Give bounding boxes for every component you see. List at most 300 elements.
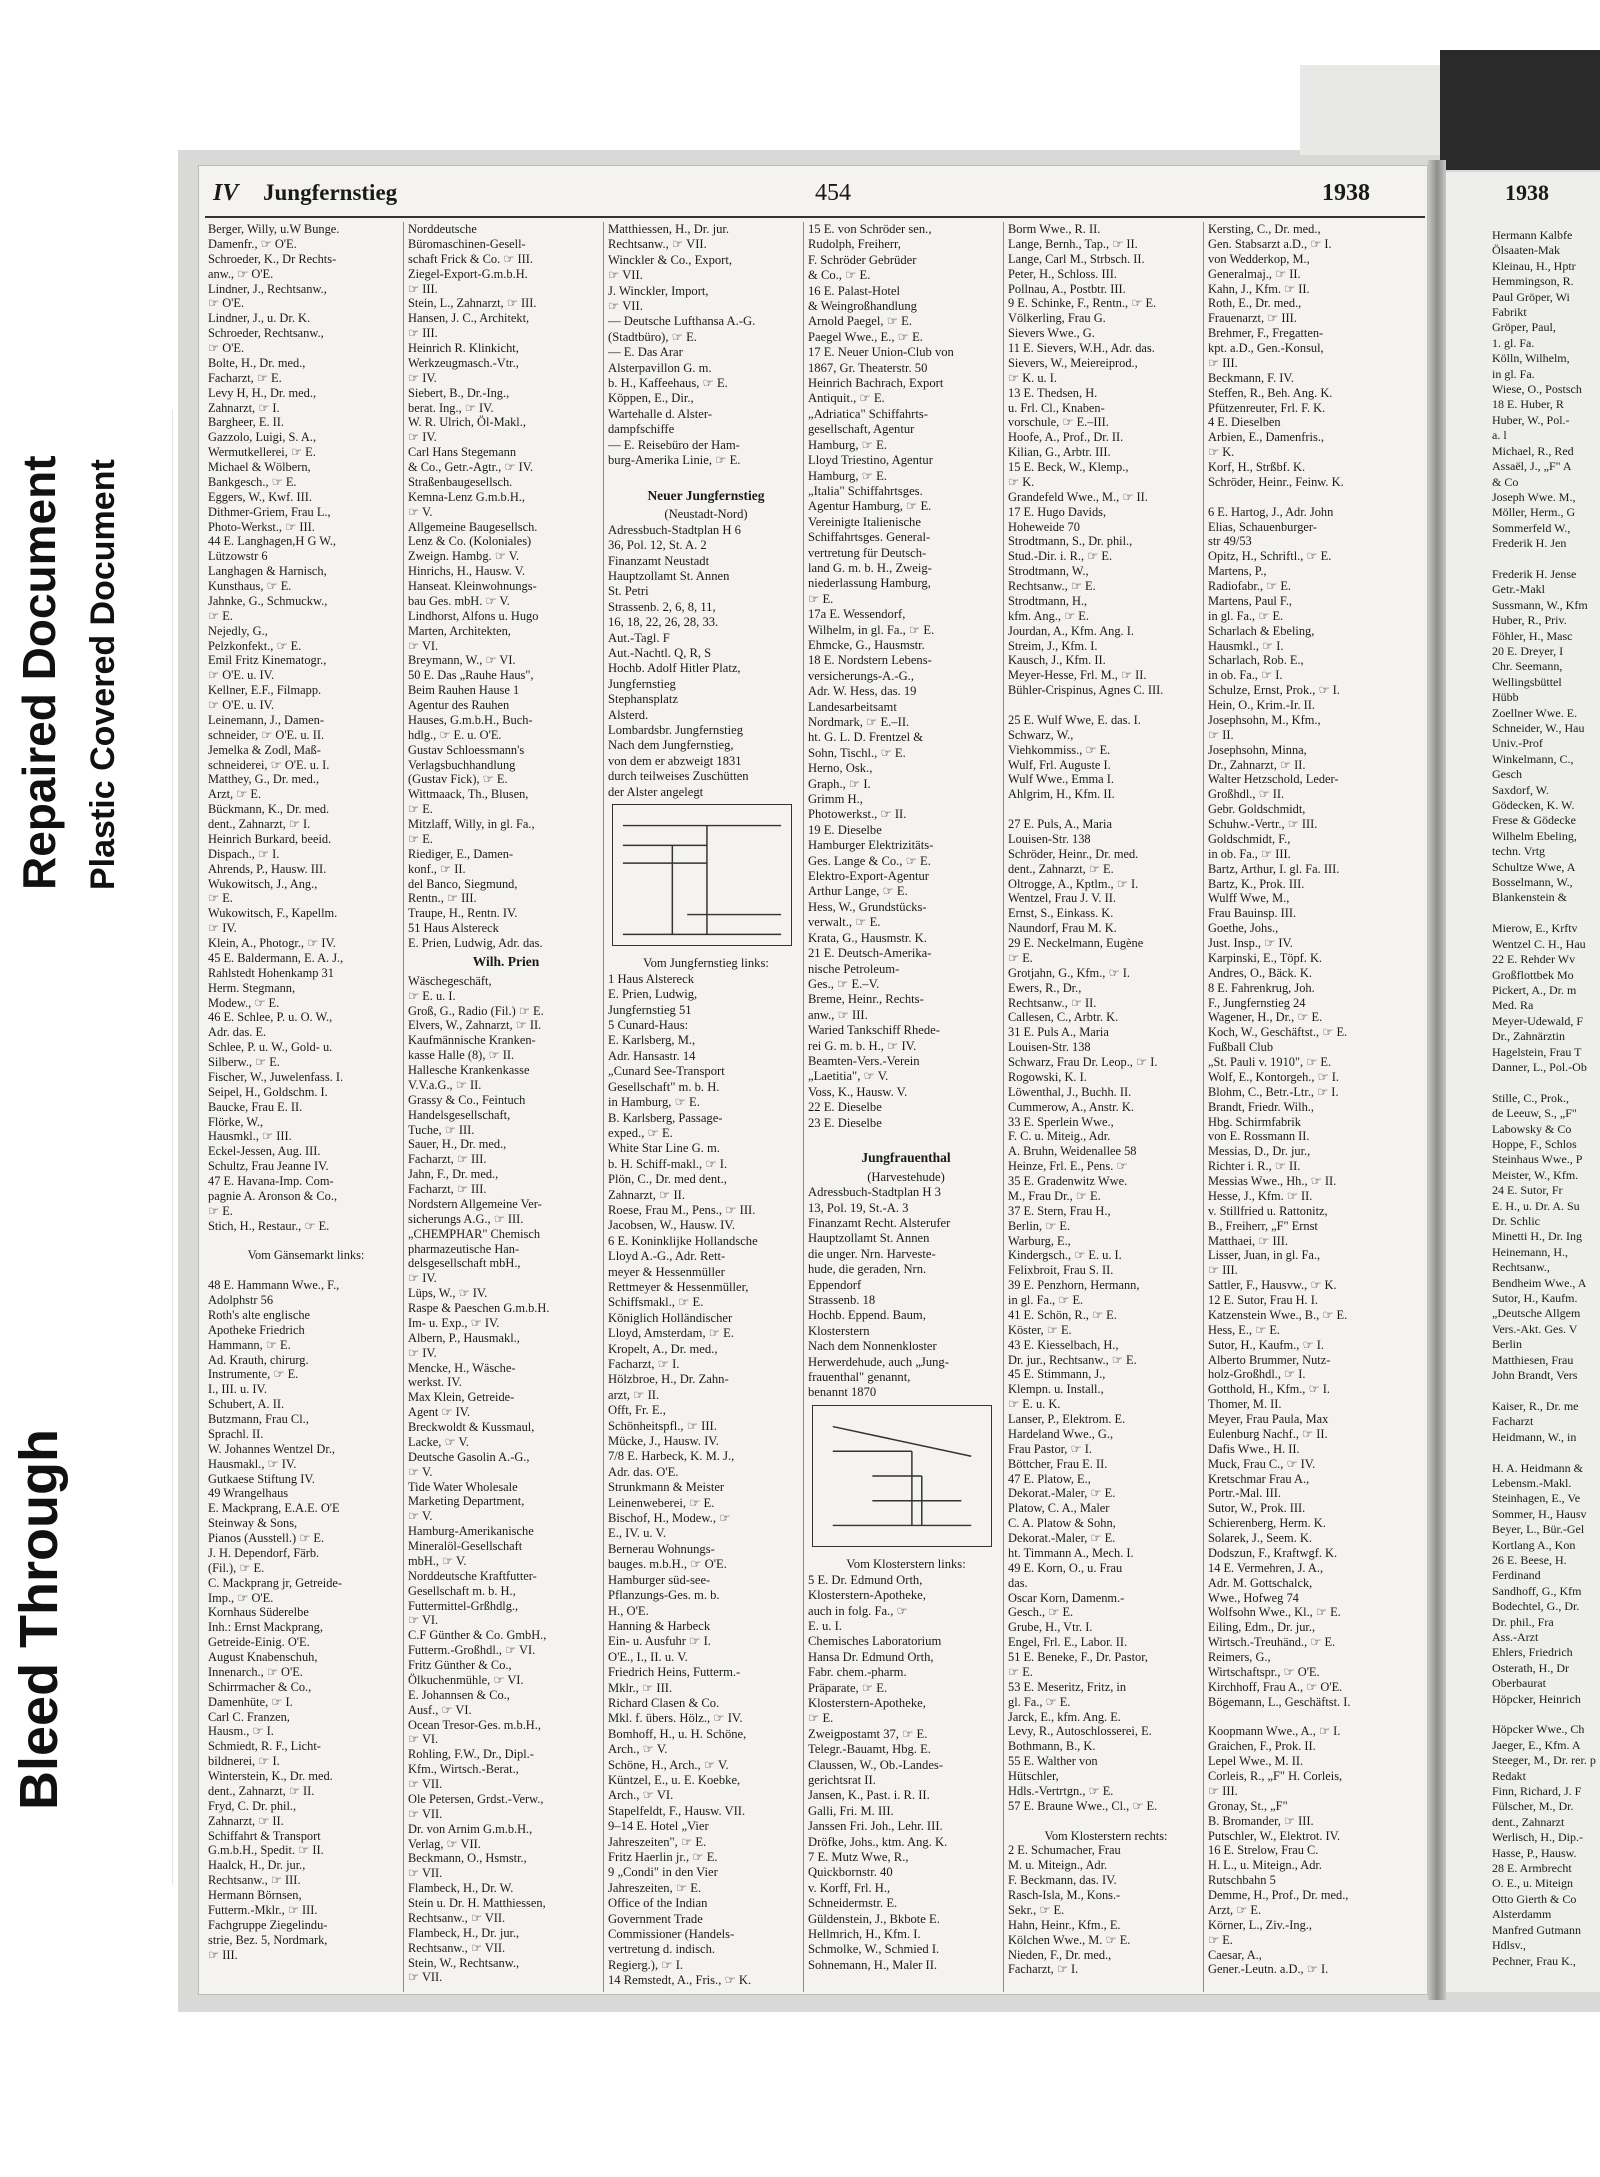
directory-entry-line: Rechtsanw., ☞ VII. [408, 1910, 506, 1925]
facing-page-line: Univ.-Prof [1492, 736, 1543, 751]
directory-entry-line: Brandt, Friedr. Wilh., [1208, 1099, 1314, 1114]
facing-page-line: Kortlang A., Kon [1492, 1537, 1576, 1552]
directory-entry-line: Wagener, H., Dr., ☞ E. [1208, 1010, 1323, 1025]
directory-entry-line: gl. Fa., ☞ E. [1008, 1694, 1071, 1709]
directory-entry-line: Werkzeugmasch.-Vtr., [408, 355, 519, 370]
directory-entry-line: verwalt., ☞ E. [808, 915, 881, 930]
directory-entry-line: Martens, P., [1208, 564, 1267, 579]
directory-entry-line: Sauer, H., Dr. med., [408, 1137, 507, 1152]
directory-entry-line: Kornhaus Süderelbe [208, 1605, 309, 1620]
directory-entry-line: ☞ III. [208, 1947, 238, 1962]
directory-entry-line: Gesch., ☞ E. [1008, 1605, 1074, 1620]
directory-entry-line: Fryd, C. Dr. phil., [208, 1798, 297, 1813]
directory-entry-line: Josephsohn, Minna, [1208, 742, 1307, 757]
directory-entry-line: b. H., Kaffeehaus, ☞ E. [608, 376, 728, 391]
directory-entry-line: Streim, J., Kfm. I. [1008, 638, 1098, 653]
directory-entry-line: Kfm., Wirtsch.-Berat., [408, 1762, 519, 1777]
directory-entry-line: Ausf., ☞ VI. [408, 1702, 472, 1717]
directory-entry-line: Dr., Zahnarzt, ☞ II. [1208, 757, 1306, 772]
facing-page-line: Finn, Richard, J. F [1492, 1784, 1582, 1799]
directory-entry-line: Strodtmann, W., [1008, 564, 1089, 579]
directory-entry-line: v. Korff, Frl. H., [808, 1880, 891, 1895]
directory-entry-line: M., Frau Dr., ☞ E. [1008, 1188, 1101, 1203]
facing-page-line: Fabrikt [1492, 305, 1527, 320]
directory-entry-line: ☞ VI. [408, 638, 439, 653]
directory-entry-line: ☞ E. [1008, 950, 1033, 965]
directory-entry-line: Hamburger Elektrizitäts- [808, 838, 934, 853]
directory-entry-line: Hochb. Adolf Hitler Platz, [608, 661, 741, 676]
directory-entry-line: Stein, W., Rechtsanw., [408, 1955, 520, 1970]
directory-entry-line: Schubert, A. II. [208, 1397, 285, 1412]
directory-entry-line: Caesar, A., [1208, 1947, 1262, 1962]
directory-entry-line: Mkl. f. übers. Hölz., ☞ IV. [608, 1711, 743, 1726]
directory-entry-line: Siebert, B., Dr.-Ing., [408, 385, 510, 400]
directory-entry-line: Strodtmann, H., [1008, 593, 1088, 608]
directory-entry-line: Lacke, ☞ V. [408, 1434, 469, 1449]
facing-page-column [1492, 228, 1600, 1969]
directory-entry-line: F., Jungfernstieg 24 [1208, 995, 1306, 1010]
directory-entry-line: Messias Wwe., Hh., ☞ II. [1208, 1174, 1337, 1188]
label-bleed-through: Bleed Through [9, 1429, 69, 1810]
facing-page-line: Heidmann, W., in [1492, 1429, 1577, 1444]
directory-entry-line: Kausch, J., Kfm. II. [1008, 653, 1106, 668]
facing-page-line: Frederik H. Jense [1492, 566, 1577, 581]
facing-page-line: Zoellner Wwe. E. [1492, 705, 1578, 720]
column-rule [1003, 222, 1004, 1992]
directory-entry-line: Futterm.-Großhdl., ☞ VI. [408, 1643, 536, 1658]
directory-entry-line: Bögemann, L., Geschäftst. I. [1208, 1694, 1351, 1709]
directory-entry-line: F. Beckmann, das. IV. [1008, 1873, 1117, 1888]
directory-entry-line: Präparate, ☞ E. [808, 1680, 888, 1695]
directory-entry-line: kfm. Ang., ☞ E. [1008, 608, 1089, 623]
facing-page-line: John Brandt, Vers [1492, 1368, 1578, 1383]
directory-entry-line: Karpinski, E., Töpf. K. [1208, 950, 1323, 965]
directory-entry-line: Reimers, G., [1208, 1650, 1271, 1664]
directory-entry-line: J. H. Dependorf, Färb. [208, 1545, 320, 1560]
facing-page-line: Wiese, O., Postsch [1492, 382, 1582, 397]
facing-page-line: Meyer-Udewald, F [1492, 1013, 1584, 1028]
directory-entry-line: Fritz Günther & Co., [408, 1658, 512, 1672]
directory-entry-line: Government Trade [608, 1911, 703, 1926]
directory-entry-line: Rechtsanw., ☞ II. [1008, 995, 1097, 1010]
facing-page-line: Steinhaus Wwe., P [1492, 1152, 1583, 1167]
facing-page-line: 24 E. Sutor, Fr [1492, 1183, 1563, 1198]
directory-entry-line: Pflanzungs-Ges. m. b. [608, 1588, 720, 1603]
directory-entry-line: Regierg.), ☞ I. [608, 1957, 684, 1972]
directory-entry-line: Facharzt, ☞ I. [608, 1357, 680, 1371]
directory-entry-line: 13 E. Thedsen, H. [1008, 385, 1098, 400]
directory-entry-line: 45 E. Stimmann, J., [1008, 1367, 1106, 1382]
directory-entry-line: Breckwoldt & Kussmaul, [408, 1420, 535, 1434]
directory-entry-line: E. Johannsen & Co., [408, 1687, 510, 1702]
directory-entry-line: land G. m. b. H., Zweig- [808, 560, 932, 575]
street-heading: Jungfernstieg [263, 180, 398, 205]
directory-entry-line: Pollnau, A., Postbtr. III. [1008, 281, 1126, 296]
directory-entry-line: Schmiedt, R. F., Licht- [208, 1739, 321, 1754]
directory-entry-line: Ehmcke, G., Hausmstr. [808, 637, 925, 652]
directory-entry-line: ☞ V. [408, 1509, 433, 1524]
directory-entry-line: Nordstern Allgemeine Ver- [408, 1196, 542, 1211]
facing-page-line: Sutor, H., Kaufm. [1492, 1291, 1578, 1306]
directory-entry-line: anw., ☞ III. [808, 1007, 868, 1022]
directory-entry-line: Photo-Werkst., ☞ III. [208, 519, 315, 534]
scan-top-margin [0, 0, 1600, 50]
directory-entry-line: 36, Pol. 12, St. A. 2 [608, 538, 707, 553]
directory-entry-line: Kindergsch., ☞ E. u. I. [1008, 1248, 1122, 1263]
directory-entry-line: (Fil.), ☞ E. [208, 1560, 265, 1575]
directory-entry-line: bau Ges. mbH. ☞ V. [408, 593, 510, 608]
facing-page-line: Ferdinand [1492, 1568, 1541, 1583]
directory-entry-line: 53 E. Meseritz, Fritz, in [1008, 1679, 1127, 1694]
facing-page-line [1492, 1707, 1600, 1722]
directory-entry-line: Cummerow, A., Anstr. K. [1008, 1099, 1134, 1114]
directory-entry-line: Rechtsanw., ☞ VII. [608, 237, 707, 252]
directory-entry-line: 5 E. Dr. Edmund Orth, [808, 1572, 923, 1587]
directory-column-1 [208, 222, 398, 1962]
directory-entry-line: 5 Cunard-Haus: [608, 1018, 689, 1033]
facing-page-line: Hoppe, F., Schlos [1492, 1136, 1577, 1151]
directory-entry-line: del Banco, Siegmund, [408, 876, 518, 891]
directory-entry-line: Hausmkl., ☞ III. [208, 1129, 292, 1144]
directory-entry-line: Schiffahrtsges. General- [808, 530, 931, 545]
directory-entry-line: Jahn, F., Dr. med., [408, 1167, 499, 1182]
directory-entry-line: Dekorat.-Maler, ☞ E. [1008, 1531, 1116, 1545]
directory-entry-line: Kaufmännische Kranken- [408, 1033, 536, 1048]
directory-entry-line: Finanzamt Neustadt [608, 553, 710, 568]
directory-entry-line: pagnie A. Aronson & Co., [208, 1188, 338, 1203]
directory-entry-line: Kölchen Wwe., M. ☞ E. [1008, 1932, 1131, 1947]
directory-entry-line: Hoheweide 70 [1008, 519, 1080, 534]
directory-entry-line: Apotheke Friedrich [208, 1322, 305, 1337]
directory-entry-line: Engel, Frl. E., Labor. II. [1008, 1635, 1128, 1650]
directory-entry-line: ☞ E. [408, 831, 433, 846]
directory-entry-line: Strunkmann & Meister [608, 1480, 725, 1495]
directory-entry-line: 9–14 E. Hotel „Vier [608, 1819, 709, 1834]
column-rule [403, 222, 404, 1992]
directory-entry-line: niederlassung Hamburg, [808, 576, 931, 591]
facing-page-line: Hasse, P., Hausw. [1492, 1845, 1577, 1860]
directory-entry-line: Rohling, F.W., Dr., Dipl.- [408, 1747, 534, 1762]
directory-entry-line: Sievers, W., Meiereiprod., [1008, 355, 1138, 370]
directory-entry-line: vertretung für Deutsch- [808, 545, 927, 560]
directory-entry-line: auch in folg. Fa., ☞ [808, 1603, 908, 1618]
directory-entry-line: Scharlach & Ebeling, [1208, 623, 1315, 638]
directory-entry-line: Sohnemann, H., Maler II. [808, 1957, 938, 1972]
directory-entry-line: Felixbroit, Frau S. II. [1008, 1263, 1114, 1278]
directory-entry-line: von E. Rossmann II. [1208, 1129, 1310, 1144]
directory-entry-line: Lange, Carl M., Strbsch. II. [1008, 251, 1145, 266]
directory-entry-line: „St. Pauli v. 1910", ☞ E. [1208, 1055, 1332, 1069]
facing-page-line: Winkelmann, C., [1492, 751, 1574, 766]
directory-entry-line: 43 E. Kiesselbach, H., [1008, 1337, 1119, 1352]
directory-entry-line: 15 E. von Schröder sen., [808, 222, 932, 236]
directory-entry-line: 9 „Condi" in den Vier [608, 1865, 718, 1880]
directory-entry-line: Körner, L., Ziv.-Ing., [1208, 1917, 1312, 1932]
directory-entry-line: Heinrich R. Klinkicht, [408, 341, 519, 355]
directory-entry-line: Schroeder, K., Dr Rechts- [208, 251, 337, 266]
directory-entry-line: 49 Wrangelhaus [208, 1486, 289, 1501]
facing-page-line: Hermann Kalbfe [1492, 228, 1573, 242]
directory-entry-line: Hauptzollamt St. Annen [808, 1231, 930, 1246]
directory-entry-line: Steinway & Sons, [208, 1516, 298, 1531]
directory-entry-line [1008, 802, 1198, 817]
directory-entry-line: Hallesche Krankenkasse [408, 1063, 530, 1077]
directory-entry-line: Brehmer, F., Fregatten- [1208, 326, 1324, 341]
facing-page-line: Kaiser, R., Dr. me [1492, 1398, 1579, 1413]
directory-entry-line: Zweign. Hambg. ☞ V. [408, 549, 520, 564]
directory-entry-line: Gazzolo, Luigi, S. A., [208, 430, 317, 445]
directory-entry-line: Strodtmann, S., Dr. phil., [1008, 534, 1133, 549]
directory-entry-line: 17 E. Hugo Davids, [1008, 504, 1107, 519]
directory-entry-line: Hammann, ☞ E. [208, 1337, 291, 1352]
directory-entry-line: Levy, R., Autoschlosserei, E. [1008, 1724, 1152, 1739]
directory-entry-line: (Stadtbüro), ☞ E. [608, 329, 697, 344]
directory-entry-line: Köster, ☞ E. [1008, 1322, 1072, 1337]
directory-entry-line: 37 E. Stern, Frau H., [1008, 1203, 1111, 1218]
directory-entry-line: Beckmann, O., Hsmstr., [408, 1851, 527, 1866]
scan-binding-edge [1300, 65, 1440, 155]
directory-entry-line: Rentn., ☞ III. [408, 891, 477, 906]
directory-entry-line: Hamburg, ☞ E. [808, 437, 887, 452]
facing-page-line: Kleinau, H., Hptr [1492, 258, 1576, 273]
directory-entry-line: Tide Water Wholesale [408, 1479, 518, 1494]
facing-page-line: Ölsaaten-Mak [1492, 243, 1560, 258]
facing-page-line: Otto Gierth & Co [1492, 1891, 1577, 1906]
facing-page-line: Berlin [1492, 1337, 1522, 1352]
directory-entry-line: ☞ E. [208, 891, 233, 906]
facing-page-line: Wentzel C. H., Hau [1492, 936, 1586, 951]
directory-entry-line: Vom Jungfernstieg links: [643, 956, 769, 971]
directory-entry-line: Richard Clasen & Co. [608, 1695, 720, 1710]
facing-page-line: Frese & Gödecke [1492, 813, 1576, 828]
directory-entry-line: Küntzel, E., u. E. Koebke, [608, 1772, 741, 1787]
directory-entry-line: Ad. Krauth, chirurg. [208, 1352, 309, 1367]
street-map-jungfrauenthal [812, 1405, 992, 1547]
directory-entry-line: Butzmann, Frau Cl., [208, 1412, 309, 1426]
facing-page-line: „Deutsche Allgem [1492, 1306, 1581, 1321]
directory-entry-line: Max Klein, Getreide- [408, 1390, 515, 1405]
directory-entry-line: Nordmark, ☞ E.–II. [808, 715, 910, 729]
directory-entry-line: W. Johannes Wentzel Dr., [208, 1441, 336, 1456]
directory-entry-line: Adr. das. O'E. [608, 1464, 679, 1479]
directory-entry-line: J. Winckler, Import, [608, 283, 709, 298]
directory-entry-line: „Italia" Schiffahrtsges. [808, 483, 923, 498]
page-number: 454 [815, 180, 851, 206]
facing-page-line: Bodechtel, G., Dr. [1492, 1599, 1580, 1614]
directory-entry-line: Zahnarzt, ☞ I. [208, 400, 280, 415]
directory-entry-line: hude, die geraden, Nrn. [808, 1262, 927, 1277]
directory-entry-line: Sutor, H., Kaufm., ☞ I. [1208, 1337, 1324, 1352]
directory-entry-line: Viehkommiss., ☞ E. [1008, 742, 1111, 757]
directory-entry-line: Deutsche Gasolin A.-G., [408, 1449, 530, 1464]
facing-page-line: Joseph Wwe. M., [1492, 489, 1576, 504]
page-header [205, 176, 1425, 218]
directory-entry-line: — E. Reisebüro der Ham- [608, 437, 740, 452]
directory-entry-line: Just. Insp., ☞ IV. [1208, 936, 1293, 950]
directory-entry-line: 51 E. Beneke, F., Dr. Pastor, [1008, 1650, 1148, 1664]
directory-entry-line: Hauptzollamt St. Annen [608, 568, 730, 583]
directory-entry-line: Im- u. Exp., ☞ IV. [408, 1315, 500, 1330]
facing-page-line [1492, 552, 1600, 567]
facing-page-line: 22 E. Rehder Wv [1492, 952, 1576, 967]
directory-entry-line: Fritz Haerlin jr., ☞ E. [608, 1850, 718, 1864]
directory-entry-line: 6 E. Koninklijke Hollandsche [608, 1233, 758, 1248]
directory-entry-line: & Weingroßhandlung [808, 299, 917, 314]
directory-entry-line: Generalmaj., ☞ II. [1208, 266, 1301, 281]
facing-page-line: Steinhagen, E., Ve [1492, 1491, 1581, 1506]
directory-entry-line: Hausm., ☞ I. [208, 1724, 274, 1739]
column-rule [1203, 222, 1204, 1992]
facing-page-line: O. E., u. Miteign [1492, 1876, 1573, 1891]
directory-entry-line: Köppen, E., Dir., [608, 391, 694, 406]
directory-entry-line: Michael & Wölbern, [208, 460, 311, 474]
directory-entry-line: Rasch-Isla, M., Kons.- [1008, 1888, 1121, 1902]
facing-page-line: Fülscher, M., Dr. [1492, 1799, 1574, 1814]
directory-entry-line: Fabr. chem.-pharm. [808, 1665, 907, 1680]
directory-entry-line: Lanser, P., Elektrom. E. [1008, 1412, 1126, 1426]
directory-entry-line: Mineralöl-Gesellschaft [408, 1539, 523, 1553]
directory-entry-line: Beamten-Vers.-Verein [808, 1053, 920, 1068]
directory-entry-line: Office of the Indian [608, 1896, 708, 1911]
directory-entry-line: Carl Hans Stegemann [408, 445, 517, 460]
directory-entry-line: Ahrends, P., Hausw. III. [208, 861, 327, 876]
directory-entry-line: Damenfr., ☞ O'E. [208, 236, 297, 251]
directory-entry-line: Wartehalle d. Alster- [608, 406, 712, 421]
directory-entry-line: Verlagsbuchhandlung [408, 757, 516, 772]
directory-entry-line: strie, Bez. 5, Nordmark, [208, 1932, 328, 1947]
directory-entry-line: Grandefeld Wwe., M., ☞ II. [1008, 489, 1148, 504]
directory-entry-line: ☞ VII. [408, 1777, 443, 1791]
directory-entry-line: (Harvestehude) [867, 1169, 945, 1184]
directory-entry-line: Martens, Paul F., [1208, 593, 1293, 608]
directory-entry-line: Jarck, E., kfm. Ang. E. [1008, 1709, 1121, 1724]
directory-entry-line: 7/8 E. Harbeck, K. M. J., [608, 1449, 735, 1464]
facing-page-line: Schneider, W., Hau [1492, 721, 1585, 735]
directory-entry-line: Schwarz, Frau Dr. Leop., ☞ I. [1008, 1055, 1158, 1069]
directory-entry-line [1008, 698, 1198, 713]
directory-entry-line: Haalck, H., Dr. jur., [208, 1858, 306, 1873]
directory-entry-line: kpt. a.D., Gen.-Konsul, [1208, 341, 1324, 355]
directory-entry-line: Futterm.-Mklr., ☞ III. [208, 1902, 318, 1917]
directory-entry-line: Mencke, H., Wäsche- [408, 1360, 516, 1375]
directory-entry-line: Bargheer, E. II. [208, 415, 284, 430]
directory-entry-line: Klosterstern-Apotheke, [808, 1695, 926, 1710]
directory-entry-line: Emil Fritz Kinematogr., [208, 653, 327, 668]
directory-entry-line: Wittmaack, Th., Blusen, [408, 787, 529, 802]
directory-entry-line: Stein u. Dr. H. Matthiessen, [408, 1896, 546, 1910]
directory-entry-line: Sattler, F., Hausvw., ☞ K. [1208, 1278, 1337, 1293]
directory-entry-line: in gl. Fa., ☞ E. [1208, 608, 1284, 623]
directory-entry-line: nische Petroleum- [808, 961, 900, 976]
directory-entry-line: Stich, H., Restaur., ☞ E. [208, 1218, 330, 1233]
directory-entry-line: Lindhorst, Alfons u. Hugo [408, 608, 539, 623]
directory-column-3 [608, 222, 798, 1989]
directory-entry-line: Bolte, H., Dr. med., [208, 355, 306, 370]
directory-entry-line: Stein, L., Zahnarzt, ☞ III. [408, 296, 537, 311]
directory-entry-line: E. Mackprang, E.A.E. O'E [208, 1501, 340, 1516]
directory-entry-line: Sprachl. II. [208, 1426, 264, 1441]
directory-entry-line: Hansen, J. C., Architekt, [408, 311, 530, 326]
directory-entry-line: Jahnke, G., Schmuckw., [208, 593, 328, 608]
directory-entry-line: H. L., u. Miteign., Adr. [1208, 1858, 1322, 1873]
directory-entry-line: durch teilweises Zuschütten [608, 769, 749, 784]
directory-entry-line: ☞ VII. [408, 1866, 443, 1881]
facing-page-line: Rechtsanw., [1492, 1260, 1550, 1275]
directory-entry-line: Finanzamt Recht. Alsterufer [808, 1216, 951, 1230]
street-map-jungfernstieg [612, 804, 792, 946]
facing-page-line: Sommer, H., Hausv [1492, 1506, 1587, 1521]
directory-entry-line: ☞ VII. [608, 268, 643, 283]
directory-entry-line: Fischer, W., Juwelenfass. I. [208, 1069, 344, 1084]
directory-entry-line: dent., Zahnarzt, ☞ E. [1008, 861, 1114, 876]
directory-entry-line: Groß, G., Radio (Fil.) ☞ E. [408, 1003, 544, 1018]
directory-entry-line: Bartz, Arthur, I. gl. Fa. III. [1208, 861, 1340, 876]
directory-entry-line: ☞ E. [1208, 1932, 1233, 1947]
directory-entry-line: Getreide-Einig. O'E. [208, 1635, 310, 1650]
directory-entry-line: — Deutsche Lufthansa A.-G. [608, 314, 756, 329]
directory-entry-line: Gotthold, H., Kfm., ☞ I. [1208, 1382, 1330, 1397]
facing-page-line: a. l [1492, 428, 1507, 443]
directory-entry-line: Facharzt, ☞ E. [208, 370, 282, 385]
scan-binding-corner [1440, 50, 1600, 170]
directory-entry-line: Commissioner (Handels- [608, 1927, 735, 1942]
directory-entry-line: Rettmeyer & Hessenmüller, [608, 1279, 749, 1294]
directory-entry-line: Koopmann Wwe., A., ☞ I. [1208, 1724, 1341, 1739]
facing-page-line: Lebensm.-Makl. [1492, 1475, 1572, 1490]
directory-entry-line: kasse Halle (8), ☞ II. [408, 1048, 515, 1063]
directory-entry-line: Flambeck, H., Dr. W. [408, 1881, 514, 1896]
facing-page-line: Getr.-Makl [1492, 582, 1545, 597]
directory-entry-line: Hütschler, [1008, 1769, 1059, 1783]
directory-entry-line: Dispach., ☞ I. [208, 846, 280, 861]
facing-page-line: Assaël, J., „F" A [1492, 459, 1572, 474]
directory-entry-line: Zahnarzt, ☞ II. [608, 1187, 686, 1202]
directory-entry-line: E. Prien, Ludwig, Adr. das. [408, 936, 543, 950]
directory-entry-line: Berger, Willy, u.W Bunge. [208, 222, 340, 236]
directory-entry-line: Hahn, Heinr., Kfm., E. [1008, 1917, 1121, 1932]
facing-page-line: Heinemann, H., [1492, 1244, 1568, 1259]
directory-entry-line: Stapelfeldt, F., Hausw. VII. [608, 1803, 746, 1818]
facing-page-line: Pechner, Frau K., [1492, 1953, 1576, 1968]
directory-entry-line: von Wedderkop, M., [1208, 251, 1310, 266]
directory-entry-line: Klein, A., Photogr., ☞ IV. [208, 936, 336, 950]
directory-entry-line: Nach dem Nonnenkloster [808, 1339, 937, 1354]
directory-entry-line: Opitz, H., Schriftl., ☞ E. [1208, 549, 1332, 564]
directory-entry-line: White Star Line G. m. [608, 1141, 720, 1156]
directory-entry-line: ☞ IV. [408, 1271, 437, 1286]
directory-entry-line [608, 469, 798, 484]
directory-entry-line: Richter i. R., ☞ II. [1208, 1159, 1301, 1174]
directory-entry-line: 39 E. Penzhorn, Hermann, [1008, 1278, 1140, 1293]
facing-page-line: Steeger, M., Dr. rer. p [1492, 1753, 1596, 1768]
directory-entry-line: ☞ VII. [408, 1806, 443, 1821]
directory-entry-line: dent., Zahnarzt, ☞ II. [208, 1783, 315, 1798]
facing-page-line: Gödecken, K. W. [1492, 798, 1575, 813]
directory-entry-line: Frauenarzt, ☞ III. [1208, 311, 1297, 326]
label-plastic-covered-document: Plastic Covered Document [84, 459, 122, 890]
directory-entry-line: Corleis, R., „F" H. Corleis, [1208, 1769, 1343, 1783]
directory-entry-line: Büromaschinen-Gesell- [408, 236, 526, 251]
directory-entry-line: Wentzel, Frau J. V. II. [1008, 891, 1116, 906]
directory-entry-line: Hanning & Harbeck [608, 1618, 711, 1633]
directory-entry-line: 2 E. Schumacher, Frau [1008, 1843, 1121, 1858]
directory-entry-line: Albern, P., Hausmakl., [408, 1330, 520, 1345]
directory-entry-line: Elektro-Export-Agentur [808, 869, 929, 884]
directory-entry-line: Hardeland Wwe., G., [1008, 1426, 1114, 1441]
directory-entry-line: F. C. u. Miteig., Adr. [1008, 1129, 1111, 1144]
directory-entry-line: Photowerkst., ☞ II. [808, 807, 907, 822]
directory-entry-line: Kersting, C., Dr. med., [1208, 222, 1321, 236]
